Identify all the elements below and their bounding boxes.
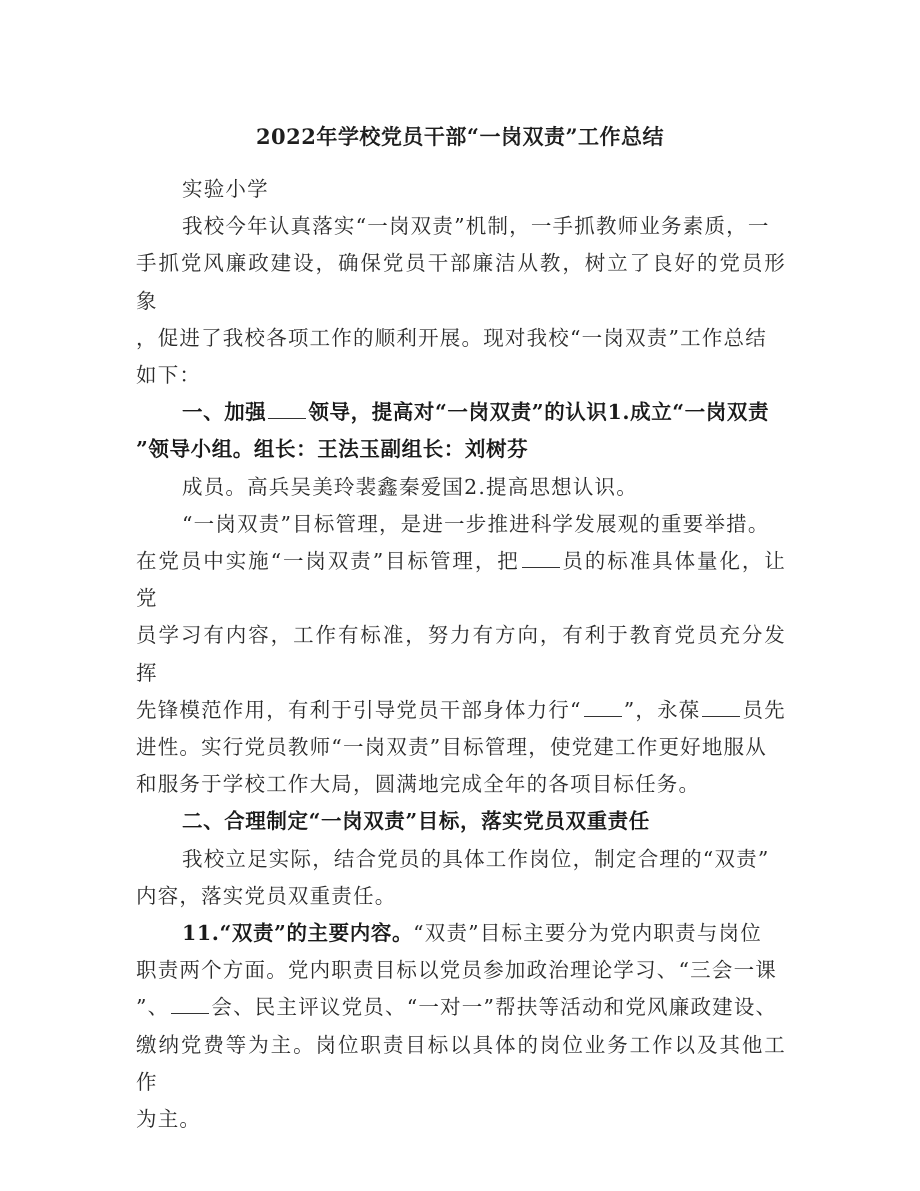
document-title: 2022年学校党员干部“一岗双责”工作总结 xyxy=(255,124,665,149)
text-span: 在党员中实施“一岗双责”目标管理，把 xyxy=(136,549,520,574)
text-line xyxy=(136,543,786,617)
text-span: 员先 xyxy=(742,697,786,722)
text-line: ”领导小组。组长：王法玉副组长：刘树芬 xyxy=(136,437,529,462)
text-line xyxy=(136,915,786,952)
text-line: 我校今年认真落实“一岗双责”机制，一手抓教师业务素质，一 xyxy=(182,214,770,239)
item-lead: 11.“双责”的主要内容。 xyxy=(182,921,414,946)
text-line xyxy=(136,394,786,431)
text-line: 进性。实行党员教师“一岗双责”目标管理，使党建工作更好地服从 xyxy=(136,735,767,760)
item-11-paragraph xyxy=(136,915,786,1138)
blank-underline xyxy=(584,702,622,717)
management-paragraph xyxy=(136,506,786,804)
text-line: 缴纳党费等为主。岗位职责目标以具体的岗位业务工作以及其他工作 xyxy=(136,1032,786,1094)
members-line: 成员。高兵吴美玲裴鑫秦爱国2.提高思想认识。 xyxy=(182,474,638,499)
text-line: 员学习有内容，工作有标准，努力有方向，有利于教育党员充分发挥 xyxy=(136,623,786,685)
author-line: 实验小学 xyxy=(182,177,269,201)
text-span: 员的标准具体量化，让党 xyxy=(136,549,787,611)
text-span: ”、 xyxy=(136,995,170,1020)
text-line: 内容，落实党员双重责任。 xyxy=(136,883,397,908)
blank-underline xyxy=(522,553,560,568)
text-span: “双责”目标主要分为党内职责与岗位 xyxy=(413,921,762,946)
section-1-heading xyxy=(136,394,786,468)
section-2-heading: 二、合理制定“一岗双责”目标，落实党员双重责任 xyxy=(182,809,650,834)
text-line xyxy=(136,989,786,1026)
text-span: 会、民主评议党员、“一对一”帮扶等活动和党风廉政建设、 xyxy=(211,995,778,1020)
document-body xyxy=(136,171,786,1138)
text-line: ，促进了我校各项工作的顺利开展。现对我校“一岗双责”工作总结 xyxy=(136,325,767,350)
text-line: “一岗双责”目标管理，是进一步推进科学发展观的重要举措。 xyxy=(182,511,770,536)
text-span: 先锋模范作用，有利于引导党员干部身体力行“ xyxy=(136,697,582,722)
text-line xyxy=(136,692,786,729)
text-line: 手抓党风廉政建设，确保党员干部廉洁从教，树立了良好的党员形象 xyxy=(136,251,786,313)
heading-text: 领导，提高对“一岗双责”的认识1.成立“一岗双责 xyxy=(308,400,770,425)
intro-paragraph xyxy=(136,208,786,394)
blank-underline xyxy=(268,404,306,419)
text-line: 如下： xyxy=(136,363,202,388)
blank-underline xyxy=(702,702,740,717)
heading-text: 一、加强 xyxy=(182,400,267,425)
text-span: ”，永葆 xyxy=(623,697,701,722)
text-line: 职责两个方面。党内职责目标以党员参加政治理论学习、“三会一课 xyxy=(136,958,777,983)
text-line: 和服务于学校工作大局，圆满地完成全年的各项目标任务。 xyxy=(136,772,701,797)
blank-underline xyxy=(171,999,209,1014)
section-2-body xyxy=(136,841,786,915)
text-line: 我校立足实际，结合党员的具体工作岗位，制定合理的“双责” xyxy=(182,846,770,871)
text-line: 为主。 xyxy=(136,1107,202,1132)
